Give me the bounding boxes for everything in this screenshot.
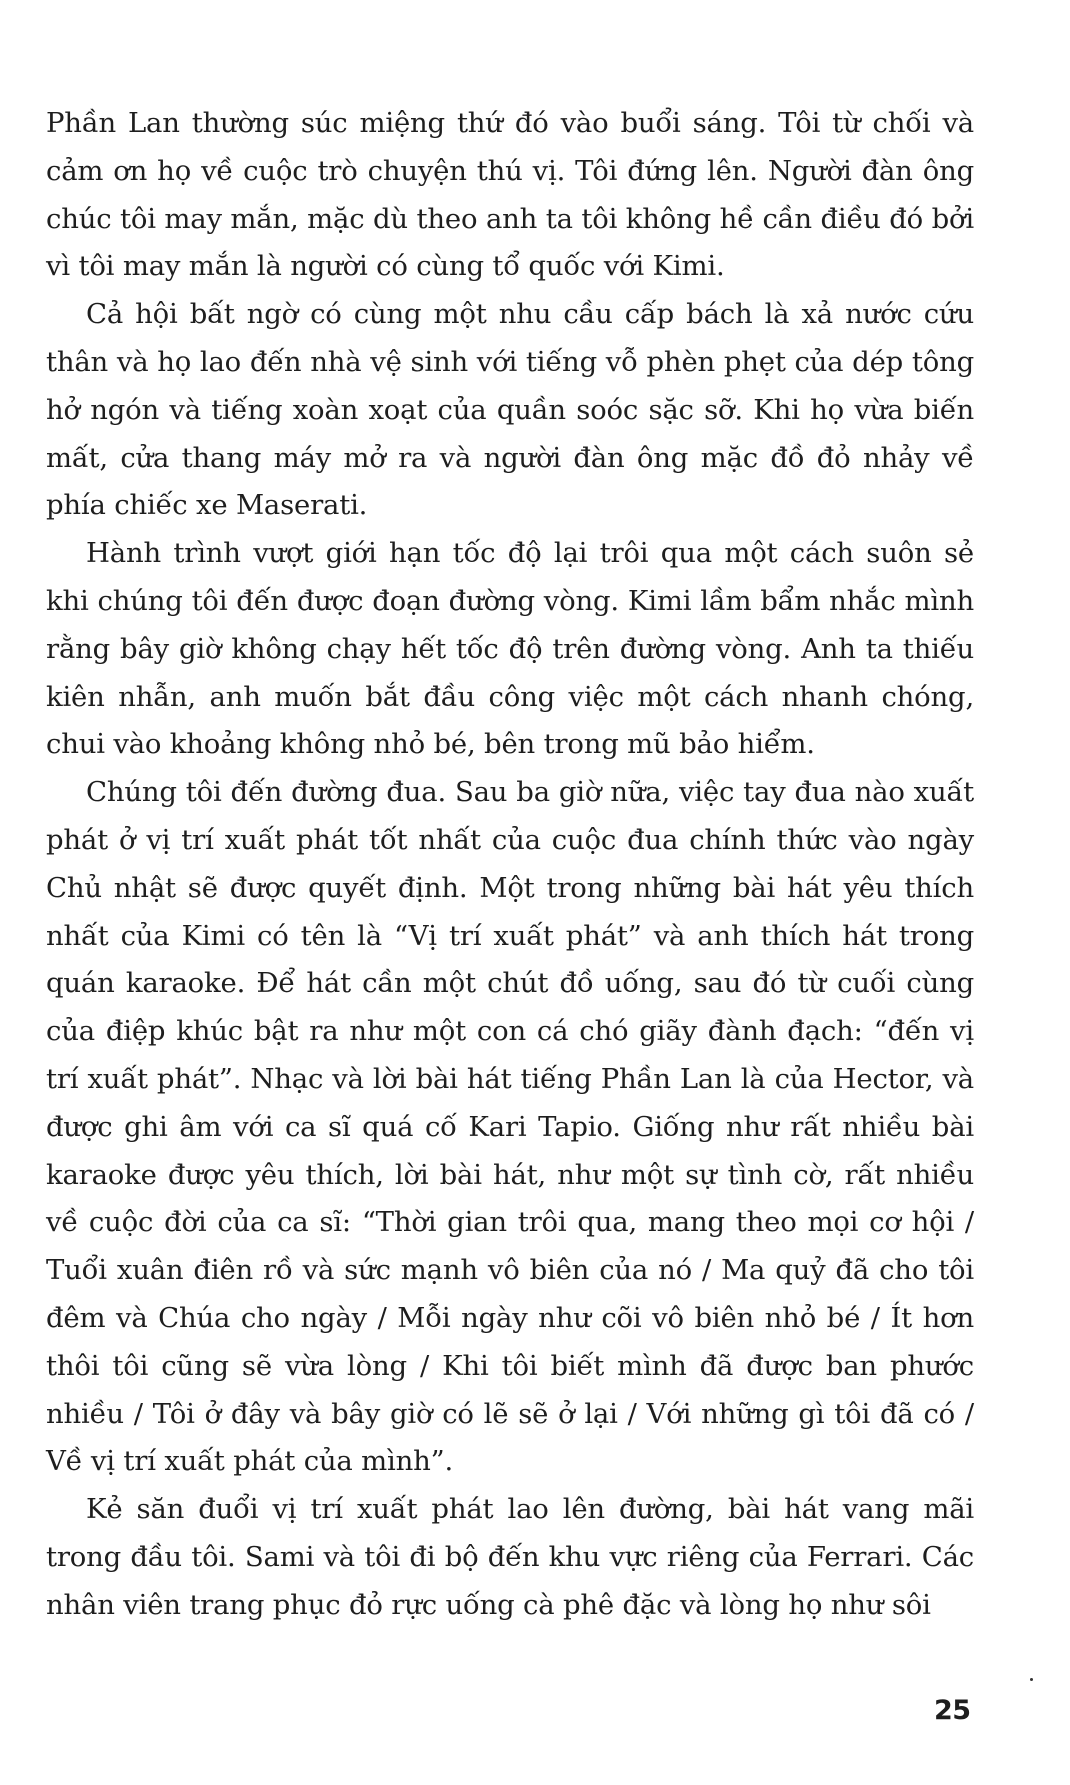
paragraph-continued: Phần Lan thường súc miệng thứ đó vào buổi sáng. Tôi từ chối và cảm ơn họ về cuộc trò chuyện thú vị. Tôi đứng lên. Người đàn ông chúc tôi may mắn, mặc dù theo anh ta tôi không hề cần điều đó bởi vì tôi may mắn là người có cùng tổ quốc với Kimi. (46, 107, 974, 283)
page-number: 25 (934, 1695, 971, 1726)
paragraph: Chúng tôi đến đường đua. Sau ba giờ nữa, việc tay đua nào xuất phát ở vị trí xuất phát tốt nhất của cuộc đua chính thức vào ngày Chủ nhật sẽ được quyết định. Một trong những bài hát yêu thích nhất của Kimi có tên là “Vị trí xuất phát” và anh thích hát trong quán karaoke. Để hát cần một chút đồ uống, sau đó từ cuối cùng của điệp khúc bật ra như một con cá chó giãy đành đạch: “đến vị trí xuất phát”. Nhạc và lời bài hát tiếng Phần Lan là của Hector, và được ghi âm với ca sĩ quá cố Kari Tapio. Giống như rất nhiều bài karaoke được yêu thích, lời bài hát, như một sự tình cờ, rất nhiều về cuộc đời của ca sĩ: “Thời gian trôi qua, mang theo mọi cơ hội / Tuổi xuân điên rồ và sức mạnh vô biên của nó / Ma quỷ đã cho tôi đêm và Chúa cho ngày / Mỗi ngày như cõi vô biên nhỏ bé / Ít hơn thôi tôi cũng sẽ vừa lòng / Khi tôi biết mình đã được ban phước nhiều / Tôi ở đây và bây giờ có lẽ sẽ ở lại / Với những gì tôi đã có / Về vị trí xuất phát của mình”. (46, 776, 974, 1478)
print-speck (1030, 1678, 1033, 1681)
body-text (46, 100, 974, 1630)
paragraph: Kẻ săn đuổi vị trí xuất phát lao lên đường, bài hát vang mãi trong đầu tôi. Sami và tôi đi bộ đến khu vực riêng của Ferrari. Các nhân viên trang phục đỏ rực uống cà phê đặc và lòng họ như sôi (46, 1493, 974, 1621)
paragraph: Hành trình vượt giới hạn tốc độ lại trôi qua một cách suôn sẻ khi chúng tôi đến được đoạn đường vòng. Kimi lầm bẩm nhắc mình rằng bây giờ không chạy hết tốc độ trên đường vòng. Anh ta thiếu kiên nhẫn, anh muốn bắt đầu công việc một cách nhanh chóng, chui vào khoảng không nhỏ bé, bên trong mũ bảo hiểm. (46, 537, 974, 761)
paragraph: Cả hội bất ngờ có cùng một nhu cầu cấp bách là xả nước cứu thân và họ lao đến nhà vệ sinh với tiếng vỗ phèn phẹt của dép tông hở ngón và tiếng xoàn xoạt của quần soóc sặc sỡ. Khi họ vừa biến mất, cửa thang máy mở ra và người đàn ông mặc đồ đỏ nhảy về phía chiếc xe Maserati. (46, 298, 974, 522)
